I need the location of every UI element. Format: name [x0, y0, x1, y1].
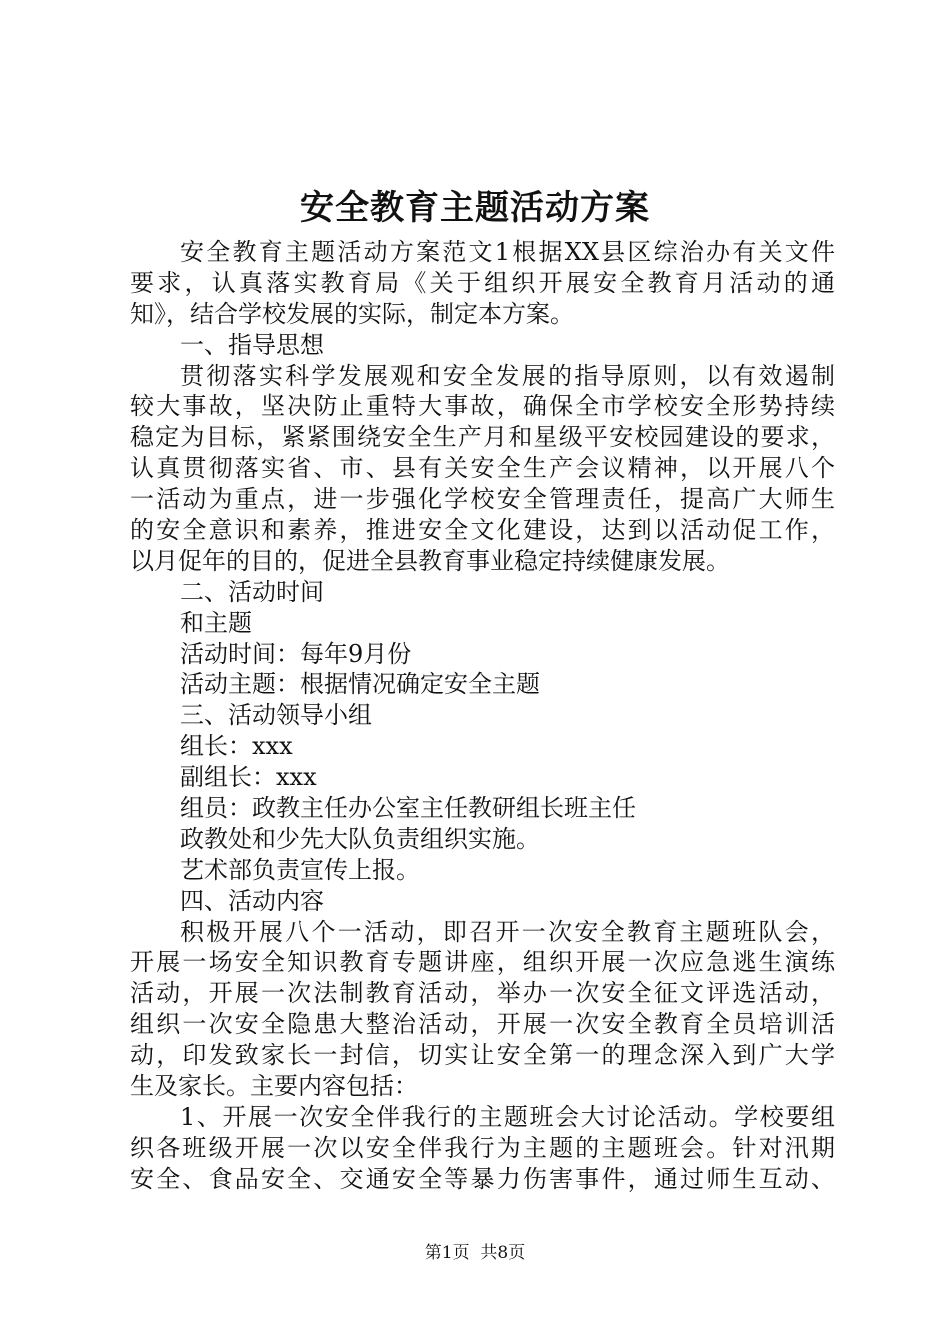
paragraph-line: 积极开展八个一活动，即召开一次安全教育主题班队会，: [180, 917, 835, 946]
paragraph-line: 和主题: [180, 608, 252, 637]
paragraph-line: 组织一次安全隐患大整治活动，开展一次安全教育全员培训活: [130, 1010, 835, 1039]
paragraph-line: 1、开展一次安全伴我行的主题班会大讨论活动。学校要组: [180, 1102, 835, 1131]
paragraph-line: 认真贯彻落实省、市、县有关安全生产会议精神，以开展八个: [130, 454, 835, 483]
paragraph-line: 以月促年的目的，促进全县教育事业稳定持续健康发展。: [130, 546, 730, 575]
paragraph-line: 艺术部负责宣传上报。: [180, 855, 420, 884]
section-heading: 一、指导思想: [180, 330, 324, 359]
paragraph-line: 活动，开展一次法制教育活动，举办一次安全征文评选活动，: [130, 979, 835, 1008]
paragraph-line: 组员：政教主任办公室主任教研组长班主任: [180, 794, 636, 823]
paragraph-line: 活动主题：根据情况确定安全主题: [180, 670, 540, 699]
paragraph-line: 要求，认真落实教育局《关于组织开展安全教育月活动的通: [130, 268, 835, 297]
paragraph-line: 开展一场安全知识教育专题讲座，组织开展一次应急逃生演练: [130, 948, 835, 977]
paragraph-line: 的安全意识和素养，推进安全文化建设，达到以活动促工作，: [130, 516, 835, 545]
document-body: [130, 237, 835, 1195]
document-title: 安全教育主题活动方案: [300, 188, 650, 228]
paragraph-line: 安全、食品安全、交通安全等暴力伤害事件，通过师生互动、: [130, 1164, 835, 1193]
page-number: 第1页: [424, 1243, 470, 1263]
paragraph-line: 贯彻落实科学发展观和安全发展的指导原则，以有效遏制: [180, 361, 835, 390]
section-heading: 二、活动时间: [180, 577, 324, 606]
paragraph-line: 较大事故，坚决防止重特大事故，确保全市学校安全形势持续: [130, 392, 835, 421]
section-heading: 四、活动内容: [180, 886, 324, 915]
paragraph-line: 生及家长。主要内容包括：: [130, 1072, 418, 1101]
paragraph-line: 稳定为目标，紧紧围绕安全生产月和星级平安校园建设的要求，: [130, 423, 835, 452]
paragraph-line: 组长：xxx: [180, 732, 293, 761]
paragraph-line: 安全教育主题活动方案范文1根据XX县区综治办有关文件: [180, 238, 835, 266]
paragraph-line: 政教处和少先大队负责组织实施。: [180, 824, 540, 853]
section-heading: 三、活动领导小组: [180, 701, 372, 730]
paragraph-line: 知》，结合学校发展的实际，制定本方案。: [130, 299, 574, 328]
page-total: 共8页: [480, 1243, 526, 1263]
paragraph-line: 副组长：xxx: [180, 763, 317, 792]
page-footer: [0, 1241, 950, 1265]
paragraph-line: 织各班级开展一次以安全伴我行为主题的主题班会。针对汛期: [130, 1133, 835, 1162]
paragraph-line: 一活动为重点，进一步强化学校安全管理责任，提高广大师生: [130, 485, 835, 514]
paragraph-line: 活动时间：每年9月份: [180, 639, 412, 668]
paragraph-line: 动，印发致家长一封信，切实让安全第一的理念深入到广大学: [130, 1041, 835, 1070]
